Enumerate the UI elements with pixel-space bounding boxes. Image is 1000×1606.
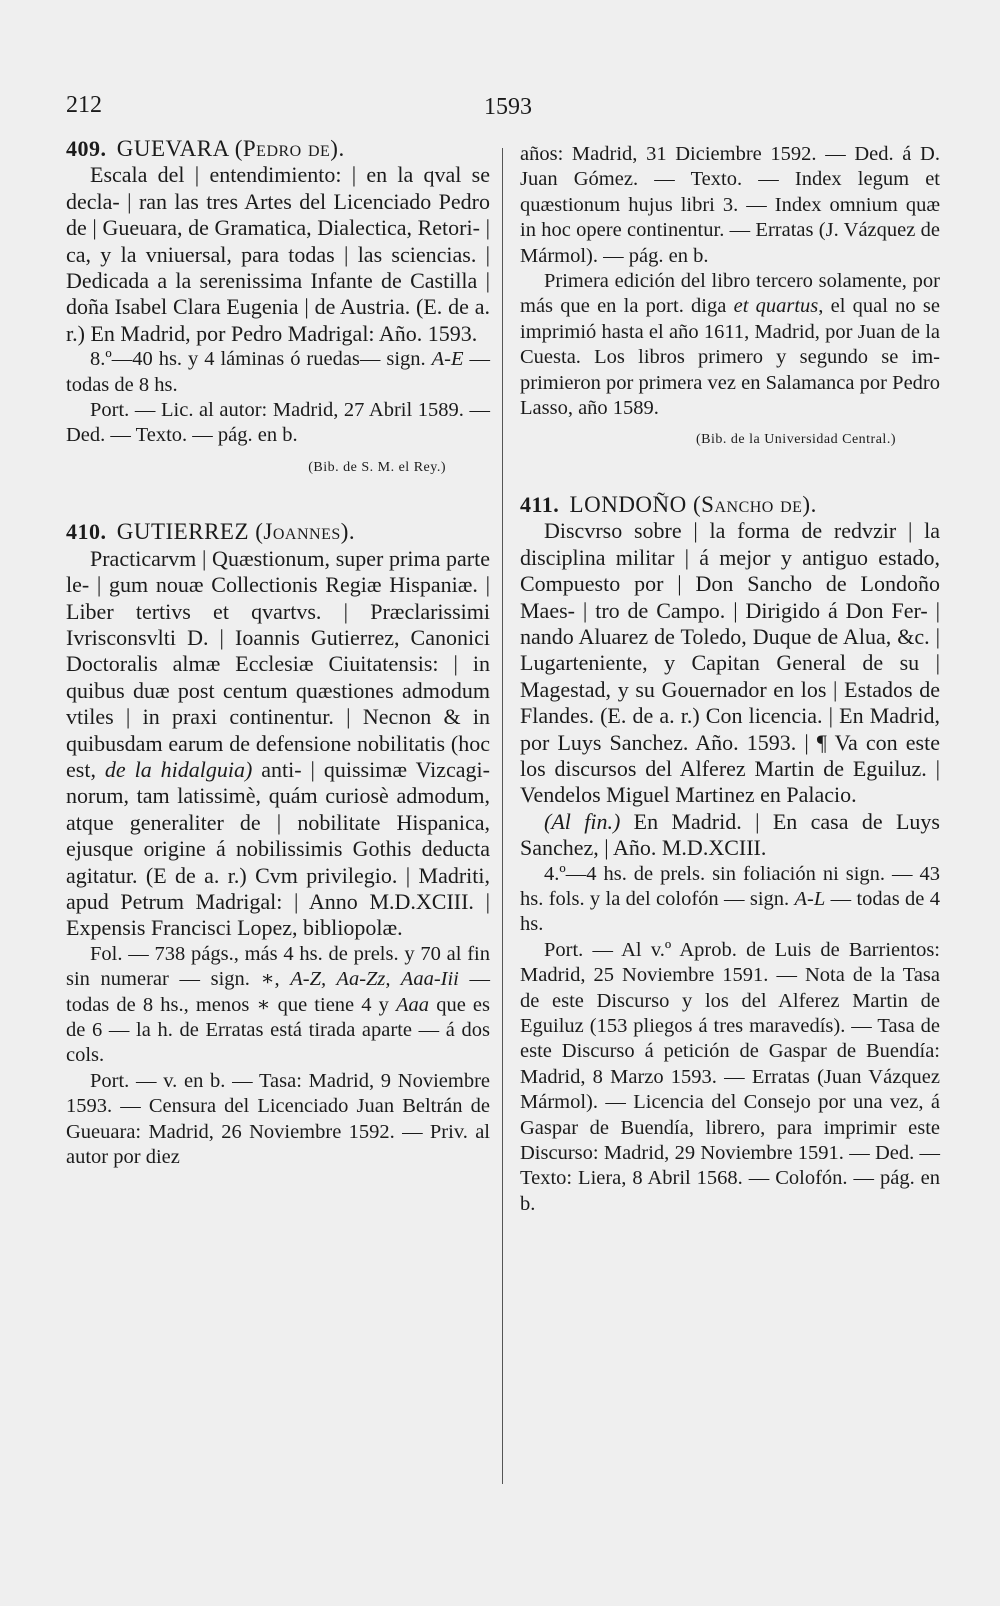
entry-title: Escala del | entendimiento: | en la qval se decla- | ran las tres Artes del Licenciado Pedro de | Gueuara, de Gramatica, Dialectica, Retori- | ca, y la vniuersal, para todas | las sciencias. | Dedicada a la serenissima Infante de Castilla | doña Isabel Clara Eugenia | de Austria. (E. de a. r.) En Madrid, por Pedro Madrigal: Año. 1593. bbox=[66, 162, 490, 346]
author-surname: GUTIERREZ bbox=[116, 519, 250, 545]
contents-note: Port. — v. en b. — Tasa: Madrid, 9 Noviembre 1593. — Censura del Licenciado Juan Beltrán de Gueuara: Madrid, 26 Noviembre 1592. — Priv. al autor por diez bbox=[66, 1069, 490, 1169]
right-column bbox=[520, 142, 940, 1217]
contents-note: Port. — Al v.º Aprob. de Luis de Barrientos: Madrid, 25 Noviembre 1591. — Nota de la Tasa de este Discurso y los del Alferez Martin de Eguiluz (153 pliegos á tres maravedís). — Tasa de este Discurso á petición de Gaspar de Buendía: Madrid, 8 Marzo 1593. — Erratas (Juan Vázquez Mármol). — Licencia del Consejo por una vez, á Gaspar de Buendía, librero, para imprimir este Discurso: Madrid, 29 Noviembre 1591. — Ded. — Texto: Liera, 8 Abril 1568. — Colofón. — pág. en b. bbox=[520, 938, 940, 1215]
entry-number: 411. bbox=[520, 491, 560, 517]
contents-note: Port. — Lic. al autor: Madrid, 27 Abril 1589. — Ded. — Texto. — pág. en b. bbox=[66, 399, 490, 447]
library-location: (Bib. de S. M. el Rey.) bbox=[308, 459, 446, 475]
physical-description: 4.º—4 hs. de prels. sin foliación ni sign. — 43 hs. fols. y la del colofón — sign. A-L — todas de 4 hs. bbox=[520, 862, 940, 936]
edition-note: Primera edición del libro tercero solamente, por más que en la port. diga et quartus, el qual no se imprimió hasta el año 1611, Madrid, por Juan de la Cuesta. Los libros primero y segundo se imprimieron por primera vez en Salamanca por Pedro Lasso, año 1589. bbox=[520, 270, 940, 420]
entry-heading bbox=[66, 519, 490, 545]
entry-heading bbox=[66, 136, 490, 162]
page-number: 212 bbox=[66, 92, 102, 118]
entry-heading bbox=[520, 492, 940, 518]
author-forename: (Joannes). bbox=[255, 519, 356, 545]
entry-title: Practicarvm | Quæstionum, super prima parte le- | gum nouæ Collectionis Regiæ Hispaniæ. | Liber tertivs et qvartvs. | Præclarissimi Ivrisconsvlti D. | Ioannis Gutierrez, Canonici Doctoralis almæ Ecclesiæ Ciuitatensis: | in quibus duæ post centum quæstiones admodum vtiles | in praxi continentur. | Necnon & in quibusdam earum de defensione nobilitatis (hoc est, de la hidalguia) anti- | quissimæ Vizcaginorum, tam latissimè, quám curiosè admodum, atque generaliter de | nobilitate Hispanica, ejusque origine á nobilissimis Gothis deducta agitatur. (E de a. r.) Cvm privilegio. | Madriti, apud Petrum Madrigal: | Anno M.D.XCIII. | Expensis Francisci Lopez, bibliopolæ. bbox=[66, 545, 490, 941]
author-surname: LONDOÑO bbox=[569, 491, 687, 517]
contents-note-continued: años: Madrid, 31 Diciembre 1592. — Ded. á D. Juan Gómez. — Texto. — Index legum et quæstionum hujus libri 3. — Index omnium quæ in hoc opere continentur. — Erratas (J. Vázquez de Mármol). — pág. en b. bbox=[520, 143, 940, 267]
column-divider bbox=[502, 148, 503, 1484]
physical-description: Fol. — 738 págs., más 4 hs. de prels. y 70 al fin sin numerar — sign. ∗, A-Z, Aa-Zz, Aaa-Iii — todas de 8 hs., menos ∗ que tiene 4 y Aaa que es de 6 — la h. de Erratas está tirada aparte — á dos cols. bbox=[66, 942, 491, 1067]
entry-number: 409. bbox=[66, 136, 107, 161]
entry-number: 410. bbox=[66, 519, 107, 545]
colophon: (Al fin.) En Madrid. | En casa de Luys Sanchez, | Año. M.D.XCIII. bbox=[520, 808, 940, 861]
entry-title: Discvrso sobre | la forma de redvzir | la disciplina militar | á mejor y antiguo estado, Compuesto por | Don Sancho de Londoño Maes- | tro de Campo. | Dirigido á Don Fer- | nando Aluarez de Toledo, Duque de Alua, &c. | Lugarteniente, y Capitan General de su | Magestad, y su Gouernador en los | Estados de Flandes. (E. de a. r.) Con licencia. | En Madrid, por Luys Sanchez. Año. 1593. | ¶ Va con este los discursos del Alferez Martin de Eguiluz. | Vendelos Miguel Martinez en Palacio. bbox=[520, 518, 940, 808]
running-year: 1593 bbox=[484, 94, 532, 120]
physical-description: 8.º—40 hs. y 4 láminas ó ruedas— sign. A-E — todas de 8 hs. bbox=[66, 348, 490, 396]
author-forename: (Sancho de). bbox=[693, 491, 817, 517]
library-location: (Bib. de la Universidad Central.) bbox=[695, 432, 896, 448]
entry-411 bbox=[520, 492, 940, 1217]
author-forename: (Pedro de). bbox=[234, 136, 345, 161]
left-column bbox=[66, 136, 490, 1170]
author-surname: GUEVARA bbox=[116, 136, 229, 161]
entry-410 bbox=[66, 519, 490, 1170]
entry-409 bbox=[66, 136, 490, 481]
